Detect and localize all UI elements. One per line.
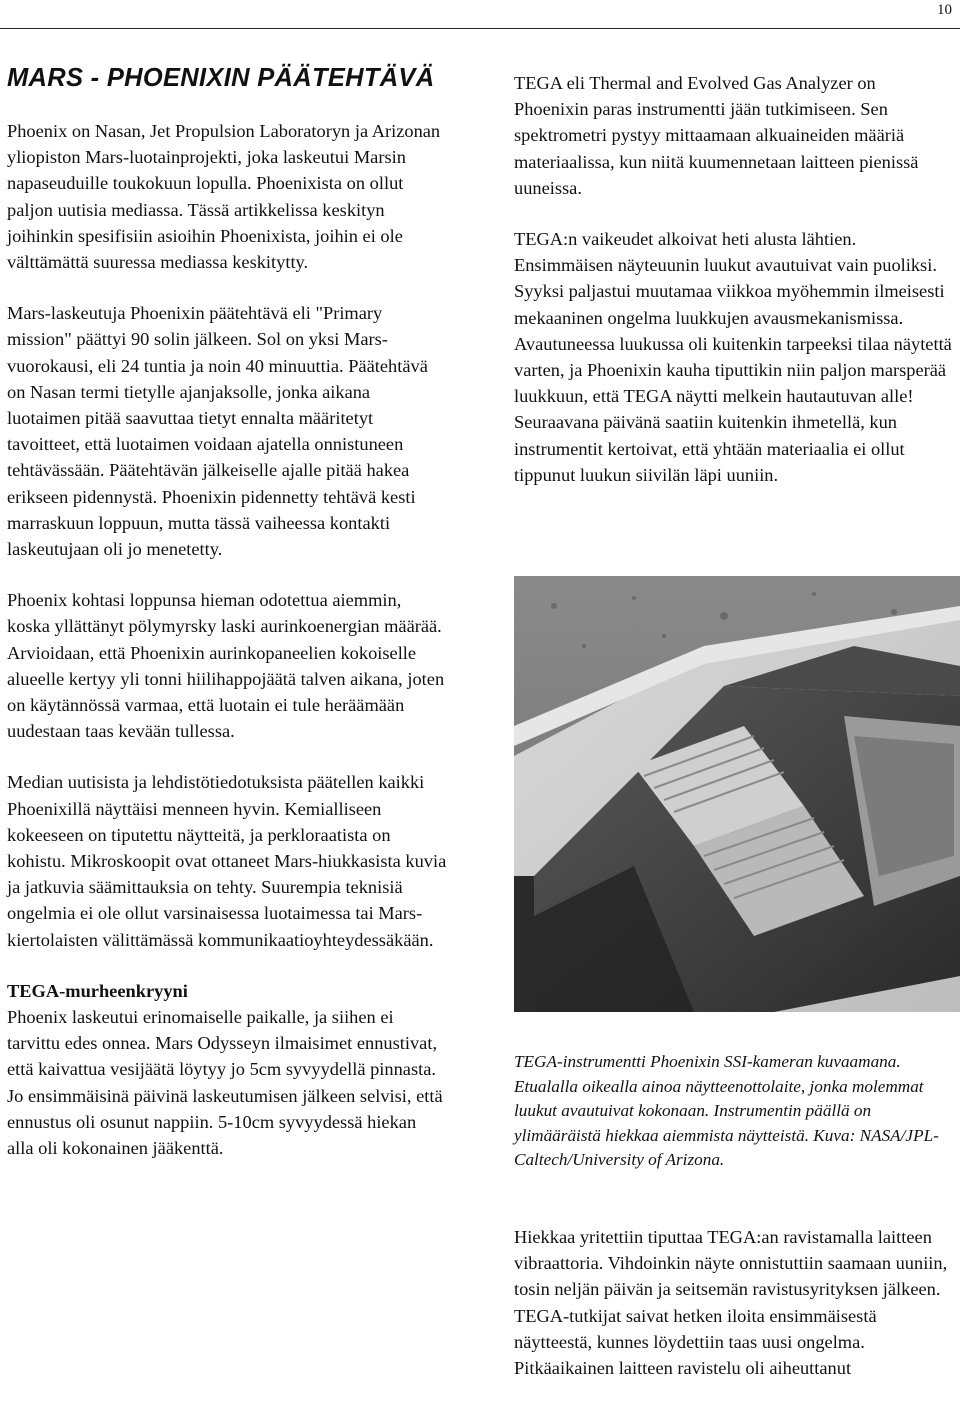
article-title: MARS - PHOENIXIN PÄÄTEHTÄVÄ <box>7 64 435 92</box>
paragraph-landing-site: Phoenix laskeutui erinomaiselle paikalle, ja siihen ei tarvittu edes onnea. Mars Odysseyn ilmaisimet ennustivat, että kaivattua vesijäätä löytyy jo 5cm syvyydellä pinnasta. Jo ensimmäisinä päivinä laskeutumisen jälkeen selvisi, että ennustus oli osunut nappiin. 5-10cm syvyydessä hiekan alla oli kokonainen jääkenttä. <box>7 1006 443 1158</box>
paragraph-media: Median uutisista ja lehdistötiedotuksista päätellen kaikki Phoenixillä näyttäisi menneen hyvin. Kemialliseen kokeeseen on tiputettu näytteitä, ja perkloraatista on kohistu. Mikroskoopit ovat ottaneet Mars-hiukkasista kuvia ja jatkuvia säämittauksia on tehty. Suurempia teknisiä ongelmia ei ole ollut varsinaisessa luotaimessa tai Mars-kiertolaisten välittämässä kommunikaatioyhteydessäkään. <box>7 772 447 950</box>
right-column <box>514 70 954 513</box>
photo-caption: TEGA-instrumentti Phoenixin SSI-kameran kuvaamana. Etualalla oikealla ainoa näytteenottolaite, jonka molemmat luukut avautuivat kokonaan. Instrumentin päällä on ylimääräistä hiekkaa aiemmista näytteistä. Kuva: NASA/JPL-Caltech/University of Arizona. <box>514 1052 939 1170</box>
tega-photo-image <box>514 576 960 1012</box>
paragraph-tega-problems: TEGA:n vaikeudet alkoivat heti alusta lähtien. Ensimmäisen näyteuunin luukut avautuivat vain puoliksi. Syyksi paljastui muutamaa viikkoa myöhemmin ilmeisesti mekaaninen ongelma luukkujen avausmekanismissa. Avautuneessa luukussa oli kuitenkin tarpeeksi tilaa näytettä varten, ja Phoenixin kauha tiputtikin niin paljon marsperää luukkuun, että TEGA näytti melkein hautautuvan alle! Seuraavana päivänä saatiin kuitenkin ihmetellä, kun instrumentit kertoivat, että yhtään materiaalia ei ollut tippunut luukun siivilän läpi uuniin. <box>514 229 952 485</box>
subheading-tega: TEGA-murheenkryyni <box>7 980 188 1001</box>
paragraph-end-of-mission: Phoenix kohtasi loppunsa hieman odotettua aiemmin, koska yllättänyt pölymyrsky laski aurinkoenergian määrää. Arvioidaan, että Phoenixin aurinkopaneelien kokoiselle alueelle kertyy yli tonni hiilihappojäätä talven aikana, joten on käytännössä varmaa, että luotain ei tule heräämään uudestaan taas kevään tullessa. <box>7 590 445 742</box>
paragraph-primary-mission: Mars-laskeutuja Phoenixin päätehtävä eli "Primary mission" päättyi 90 solin jälkeen. Sol on yksi Mars-vuorokausi, eli 24 tuntia ja noin 40 minuuttia. Päätehtävä on Nasan termi tietylle ajanjaksolle, jonka aikana luotaimen pitää saavuttaa tietyt ennalta määritetyt tavoitteet, että luotaimen voidaan ajatella onnistuneen tehtävässään. Päätehtävän jälkeiselle ajalle pitää hakea erikseen pidennystä. Phoenixin pidennetty tehtävä kesti marraskuun loppuun, mutta tässä vaiheessa kontakti laskeutujaan oli jo menetetty. <box>7 303 428 560</box>
page-number: 10 <box>937 2 952 18</box>
paragraph-intro: Phoenix on Nasan, Jet Propulsion Laboratoryn ja Arizonan yliopiston Mars-luotainprojekti, joka laskeutui Marsin napaseuduille toukokuun lopulla. Phoenixista on ollut paljon uutisia mediassa. Tässä artikkelissa keskityn joihinkin spesifisiin asioihin Phoenixista, joihin ei ole välttämättä suuressa mediassa keskitytty. <box>7 121 441 273</box>
header-rule <box>0 28 960 29</box>
left-column <box>7 62 447 1186</box>
right-column-bottom <box>514 1224 954 1406</box>
paragraph-shaking: Hiekkaa yritettiin tiputtaa TEGA:an ravistamalla laitteen vibraattoria. Vihdoinkin näyte onnistuttiin saamaan uuniin, tosin neljän päivän ja seitsemän ravistusyrityksen jälkeen. TEGA-tutkijat saivat hetken iloita ensimmäisestä näytteestä, kunnes löydettiin taas uusi ongelma. Pitkäaikainen laitteen ravistelu oli aiheuttanut <box>514 1227 948 1379</box>
paragraph-tega-intro: TEGA eli Thermal and Evolved Gas Analyzer on Phoenixin paras instrumentti jään tutkimiseen. Sen spektrometri pystyy mittaamaan alkuaineiden määriä materiaalissa, kun niitä kuumennetaan laitteen pienissä uuneissa. <box>514 73 919 198</box>
tega-photo <box>514 576 960 1012</box>
